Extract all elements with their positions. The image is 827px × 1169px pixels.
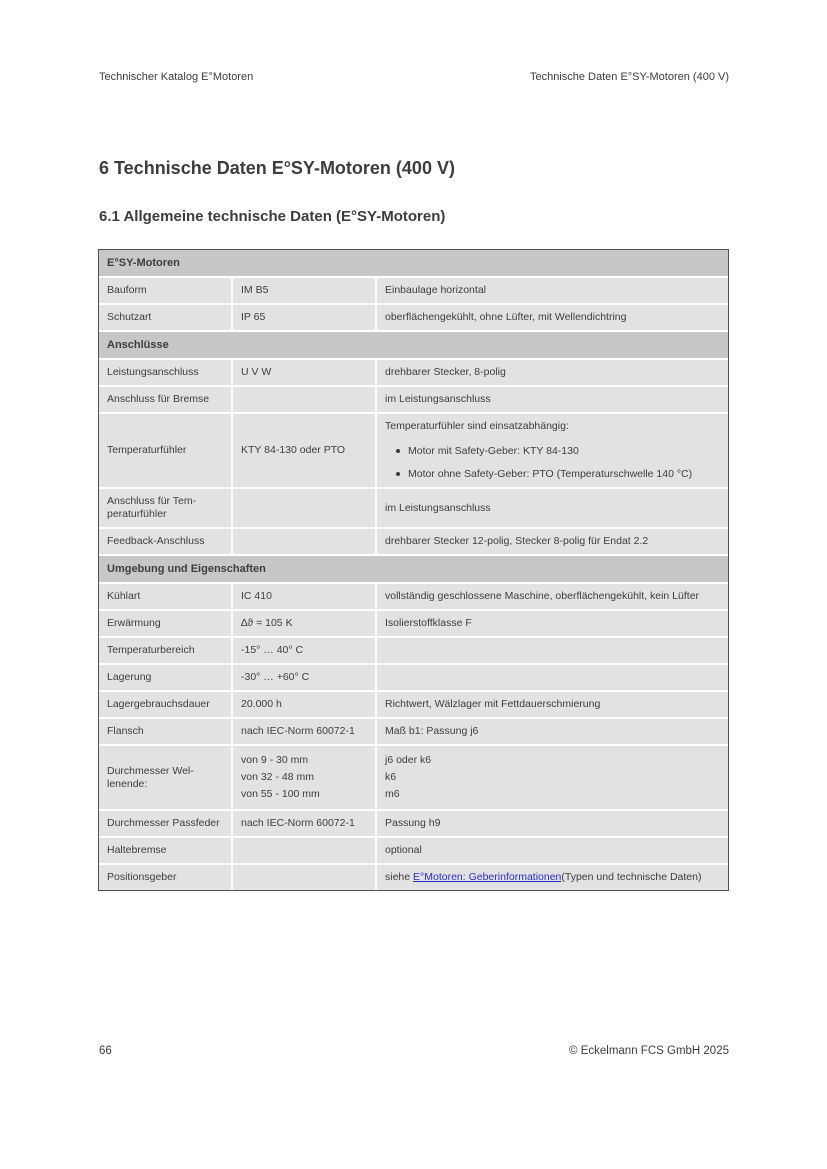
row-value: nach IEC-Norm 60072-1: [233, 719, 375, 744]
row-description: drehbarer Stecker 12-polig, Stecker 8-polig für Endat 2.2: [377, 529, 728, 554]
row-description: Einbaulage horizontal: [377, 278, 728, 303]
table-row-positionsgeber: [99, 865, 728, 890]
table-row-haltebremse: [99, 838, 728, 863]
row-label: Anschluss für Tem-peraturfühler: [99, 489, 231, 527]
table-row-durchmesser-passfeder: [99, 811, 728, 836]
table-row-temperaturbereich: [99, 638, 728, 663]
page-header: [99, 71, 729, 84]
row-description: Richtwert, Wälzlager mit Fettdauerschmierung: [377, 692, 728, 717]
value-line: von 9 - 30 mm: [241, 754, 309, 766]
description-line: j6 oder k6: [385, 754, 432, 766]
row-description: optional: [377, 838, 728, 863]
row-value: 20.000 h: [233, 692, 375, 717]
row-value: -30° … +60° C: [233, 665, 375, 690]
row-description: [377, 414, 728, 487]
row-description: [377, 665, 728, 690]
row-value: [233, 387, 375, 412]
row-value: [233, 865, 375, 890]
row-label: Temperaturbereich: [99, 638, 231, 663]
table-row-schutzart: [99, 305, 728, 330]
row-label: Bauform: [99, 278, 231, 303]
table-section-anschluesse: Anschlüsse: [99, 332, 728, 358]
description-line: k6: [385, 771, 397, 783]
row-value: nach IEC-Norm 60072-1: [233, 811, 375, 836]
link-suffix-text: (Typen und technische Daten): [561, 871, 702, 883]
table-row-feedback-anschluss: [99, 529, 728, 554]
row-value: [233, 489, 375, 527]
geberinformationen-link[interactable]: E°Motoren: Geberinformationen: [413, 871, 562, 883]
row-value: -15° … 40° C: [233, 638, 375, 663]
row-value: U V W: [233, 360, 375, 385]
table-row-bauform: [99, 278, 728, 303]
row-value: [233, 746, 375, 809]
row-value: IC 410: [233, 584, 375, 609]
table-row-temperaturfuehler: [99, 414, 728, 487]
table-section-umgebung: Umgebung und Eigenschaften: [99, 556, 728, 582]
bullet-item: [385, 445, 720, 458]
row-description: Maß b1: Passung j6: [377, 719, 728, 744]
row-description: drehbarer Stecker, 8-polig: [377, 360, 728, 385]
row-value: ∆ϑ = 105 K: [233, 611, 375, 636]
bullet-icon: [396, 449, 400, 453]
table-row-flansch: [99, 719, 728, 744]
row-label: Leistungsanschluss: [99, 360, 231, 385]
header-left-text: Technischer Katalog E°Motoren: [99, 71, 254, 83]
bullet-text: Motor ohne Safety-Geber: PTO (Temperaturschwelle 140 °C): [408, 468, 693, 480]
chapter-title: 6 Technische Daten E°SY-Motoren (400 V): [99, 158, 455, 178]
table-row-anschluss-temperaturfuehler: [99, 489, 728, 527]
table-row-leistungsanschluss: [99, 360, 728, 385]
bullet-text: Motor mit Safety-Geber: KTY 84-130: [408, 445, 579, 457]
value-line: von 32 - 48 mm: [241, 771, 314, 783]
row-label: Lagerung: [99, 665, 231, 690]
row-label: Temperaturfühler: [99, 414, 231, 487]
table-row-durchmesser-wellenende: [99, 746, 728, 809]
page-number: 66: [99, 1045, 112, 1057]
row-description: vollständig geschlossene Maschine, oberflächengekühlt, kein Lüfter: [377, 584, 728, 609]
row-label: Anschluss für Bremse: [99, 387, 231, 412]
technical-data-table: [98, 249, 729, 891]
row-label: Durchmesser Passfeder: [99, 811, 231, 836]
copyright-text: © Eckelmann FCS GmbH 2025: [569, 1045, 729, 1057]
row-label: Flansch: [99, 719, 231, 744]
bullet-icon: [396, 472, 400, 476]
value-line: von 55 - 100 mm: [241, 788, 320, 800]
row-description: im Leistungsanschluss: [377, 387, 728, 412]
row-value: [233, 838, 375, 863]
row-description: im Leistungsanschluss: [377, 489, 728, 527]
table-section-esy-motoren: E°SY-Motoren: [99, 250, 728, 276]
row-description: [377, 865, 728, 890]
row-label: Haltebremse: [99, 838, 231, 863]
row-description: Passung h9: [377, 811, 728, 836]
row-label: Positionsgeber: [99, 865, 231, 890]
table-row-kuehlart: [99, 584, 728, 609]
row-value: [233, 529, 375, 554]
link-prefix-text: siehe: [385, 871, 414, 883]
row-label: Durchmesser Wel-lenende:: [99, 746, 231, 809]
row-label: Feedback-Anschluss: [99, 529, 231, 554]
row-label: Schutzart: [99, 305, 231, 330]
table-row-lagergebrauchsdauer: [99, 692, 728, 717]
row-label: Lagergebrauchsdauer: [99, 692, 231, 717]
row-description: [377, 746, 728, 809]
row-description: oberflächengekühlt, ohne Lüfter, mit Wellendichtring: [377, 305, 728, 330]
row-value: IM B5: [233, 278, 375, 303]
section-title: 6.1 Allgemeine technische Daten (E°SY-Motoren): [99, 208, 446, 225]
table-row-lagerung: [99, 665, 728, 690]
header-right-text: Technische Daten E°SY-Motoren (400 V): [529, 71, 729, 83]
description-line: m6: [385, 788, 400, 800]
page-footer: [99, 1044, 729, 1058]
table-row-anschluss-bremse: [99, 387, 728, 412]
row-description: Isolierstoffklasse F: [377, 611, 728, 636]
description-with-link: [385, 871, 720, 884]
row-label: Erwärmung: [99, 611, 231, 636]
bullet-item: [385, 468, 720, 481]
row-description: [377, 638, 728, 663]
row-value: IP 65: [233, 305, 375, 330]
row-value: KTY 84-130 oder PTO: [233, 414, 375, 487]
row-label: Kühlart: [99, 584, 231, 609]
bullet-list-intro: Temperaturfühler sind einsatzabhängig:: [385, 420, 569, 432]
table-row-erwaermung: [99, 611, 728, 636]
